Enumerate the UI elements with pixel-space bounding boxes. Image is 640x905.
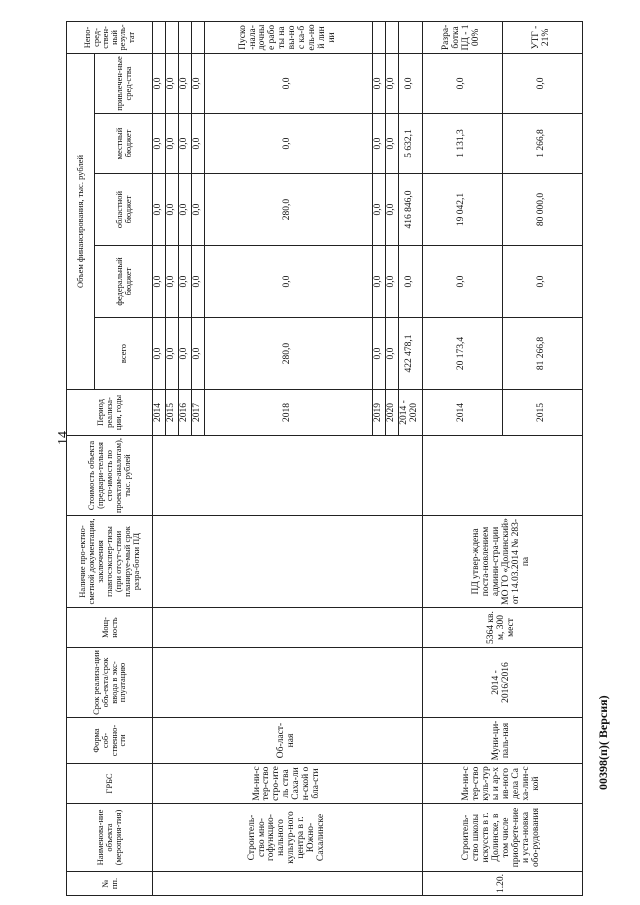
- cell-regional: 416 846,0: [398, 174, 422, 246]
- cell-cost: [422, 436, 582, 516]
- header-funding-group: Объем финансирования, тыс. рублей: [67, 53, 95, 389]
- header-name: Наименова-ние объекта (мероприя-тия): [67, 804, 153, 872]
- cell-year: 2015: [502, 390, 582, 436]
- cell-result: УТГ - 21%: [502, 21, 582, 53]
- cell-term: [153, 648, 423, 718]
- cell-local: 0,0: [372, 114, 385, 174]
- cell-regional: 0,0: [178, 174, 191, 246]
- cell-result: [165, 21, 178, 53]
- header-local: местный бюджет: [95, 114, 153, 174]
- header-num: № пп.: [67, 872, 153, 896]
- cell-total: 0,0: [165, 318, 178, 390]
- cell-total: 422 478,1: [398, 318, 422, 390]
- cell-regional: 0,0: [191, 174, 204, 246]
- cell-extra: 0,0: [398, 53, 422, 113]
- cell-name: Строитель-ство мно-гофункцио-нального культур-ного центра в г. Южно-Сахалинске: [153, 804, 423, 872]
- cell-year: 2014 - 2020: [398, 390, 422, 436]
- document-footer: 00398(п)( Версия): [596, 695, 610, 790]
- header-capacity: Мощ-ность: [67, 608, 153, 648]
- cell-federal: 0,0: [165, 246, 178, 318]
- header-grbs: ГРБС: [67, 764, 153, 804]
- cell-total: 81 266,8: [502, 318, 582, 390]
- cell-federal: 0,0: [422, 246, 502, 318]
- cell-federal: 0,0: [502, 246, 582, 318]
- cell-regional: 0,0: [372, 174, 385, 246]
- cell-local: 0,0: [153, 114, 166, 174]
- cell-result: Пуско-нала-дочные работы на вы-нос ка-бель-ной линии: [204, 21, 372, 53]
- cell-extra: 0,0: [165, 53, 178, 113]
- page-number: 14: [56, 431, 71, 445]
- header-regional: областной бюджет: [95, 174, 153, 246]
- cell-year: 2019: [372, 390, 385, 436]
- cell-year: 2020: [385, 390, 398, 436]
- header-docs: Наличие про-ектно-сметной документации, заключения главгосэкспер-тизы (при отсут-ствии планируе-мый срок разра-ботки ПД: [67, 516, 153, 608]
- cell-ownership: Муни-ци-паль-ная: [422, 718, 582, 764]
- cell-capacity: [153, 608, 423, 648]
- cell-federal: 0,0: [398, 246, 422, 318]
- header-period: Период реализа-ции, годы: [67, 390, 153, 436]
- cell-local: 0,0: [385, 114, 398, 174]
- cell-regional: 0,0: [385, 174, 398, 246]
- cell-total: 0,0: [372, 318, 385, 390]
- cell-total: 0,0: [178, 318, 191, 390]
- cell-docs: [153, 516, 423, 608]
- cell-extra: 0,0: [178, 53, 191, 113]
- cell-extra: 0,0: [372, 53, 385, 113]
- cell-extra: 0,0: [502, 53, 582, 113]
- cell-grbs: Ми-ни-стер-ство стро-итель ства Саха-лин-ской обла-сти: [153, 764, 423, 804]
- header-federal: федеральный бюджет: [95, 246, 153, 318]
- cell-regional: 280,0: [204, 174, 372, 246]
- header-term: Срок реализа-ции объ-екта/срок ввода в экс-плуатацию: [67, 648, 153, 718]
- cell-extra: 0,0: [191, 53, 204, 113]
- cell-result: [153, 21, 166, 53]
- cell-num: [153, 872, 423, 896]
- cell-regional: 0,0: [153, 174, 166, 246]
- cell-result: [178, 21, 191, 53]
- cell-local: 0,0: [178, 114, 191, 174]
- cell-federal: 0,0: [204, 246, 372, 318]
- budget-table: [66, 21, 583, 896]
- cell-local: 5 632,1: [398, 114, 422, 174]
- cell-total: 280,0: [204, 318, 372, 390]
- header-result: Непо-сред-ствен-ный резуль-тат: [67, 21, 153, 53]
- cell-regional: 0,0: [165, 174, 178, 246]
- budget-table-rotated: [66, 22, 586, 896]
- cell-result: [191, 21, 204, 53]
- cell-extra: 0,0: [204, 53, 372, 113]
- table-row: [422, 21, 502, 895]
- cell-year: 2018: [204, 390, 372, 436]
- cell-total: 0,0: [385, 318, 398, 390]
- cell-term: 2014 - 2016/2016: [422, 648, 582, 718]
- cell-capacity: 5364 кв. м, 300 мест: [422, 608, 582, 648]
- cell-year: 2014: [153, 390, 166, 436]
- cell-cost: [153, 436, 423, 516]
- header-ownership: Форма соб-ственно-сти: [67, 718, 153, 764]
- cell-local: 0,0: [191, 114, 204, 174]
- cell-regional: 80 000,0: [502, 174, 582, 246]
- header-total: всего: [95, 318, 153, 390]
- cell-local: 1 266,8: [502, 114, 582, 174]
- cell-federal: 0,0: [385, 246, 398, 318]
- cell-year: 2016: [178, 390, 191, 436]
- cell-total: 20 173,4: [422, 318, 502, 390]
- cell-grbs: Ми-ни-стер-ство куль-туры и ар-хив-ного дела Саха-лин-ской: [422, 764, 582, 804]
- cell-docs: ПД утвер-ждена поста-новлением админи-стра-ции МО ГО «Долинский» от 14.03.2014 № 283-па: [422, 516, 582, 608]
- cell-extra: 0,0: [385, 53, 398, 113]
- cell-name: Строитель-ство школы искусств в г. Долинске, в том числе приобрете-ние и уста-новка обо-рудования: [422, 804, 582, 872]
- cell-extra: 0,0: [153, 53, 166, 113]
- header-extra: привлечен-ные сред-ства: [95, 53, 153, 113]
- cell-result: [372, 21, 385, 53]
- cell-result: [398, 21, 422, 53]
- cell-regional: 19 042,1: [422, 174, 502, 246]
- cell-year: 2014: [422, 390, 502, 436]
- cell-local: 0,0: [165, 114, 178, 174]
- cell-extra: 0,0: [422, 53, 502, 113]
- cell-year: 2017: [191, 390, 204, 436]
- cell-federal: 0,0: [153, 246, 166, 318]
- table-row: [153, 21, 166, 895]
- cell-year: 2015: [165, 390, 178, 436]
- cell-ownership: Об-ласт-ная: [153, 718, 423, 764]
- cell-total: 0,0: [153, 318, 166, 390]
- cell-local: 1 131,3: [422, 114, 502, 174]
- cell-local: 0,0: [204, 114, 372, 174]
- cell-federal: 0,0: [191, 246, 204, 318]
- cell-federal: 0,0: [178, 246, 191, 318]
- header-cost: Стоимость объекта (предвари-тельная сто-имость по проектам-аналогам), тыс. рублей: [67, 436, 153, 516]
- cell-result: Разра-ботка ПД - 100%: [422, 21, 502, 53]
- cell-result: [385, 21, 398, 53]
- cell-federal: 0,0: [372, 246, 385, 318]
- cell-total: 0,0: [191, 318, 204, 390]
- cell-num: 1.20.: [422, 872, 582, 896]
